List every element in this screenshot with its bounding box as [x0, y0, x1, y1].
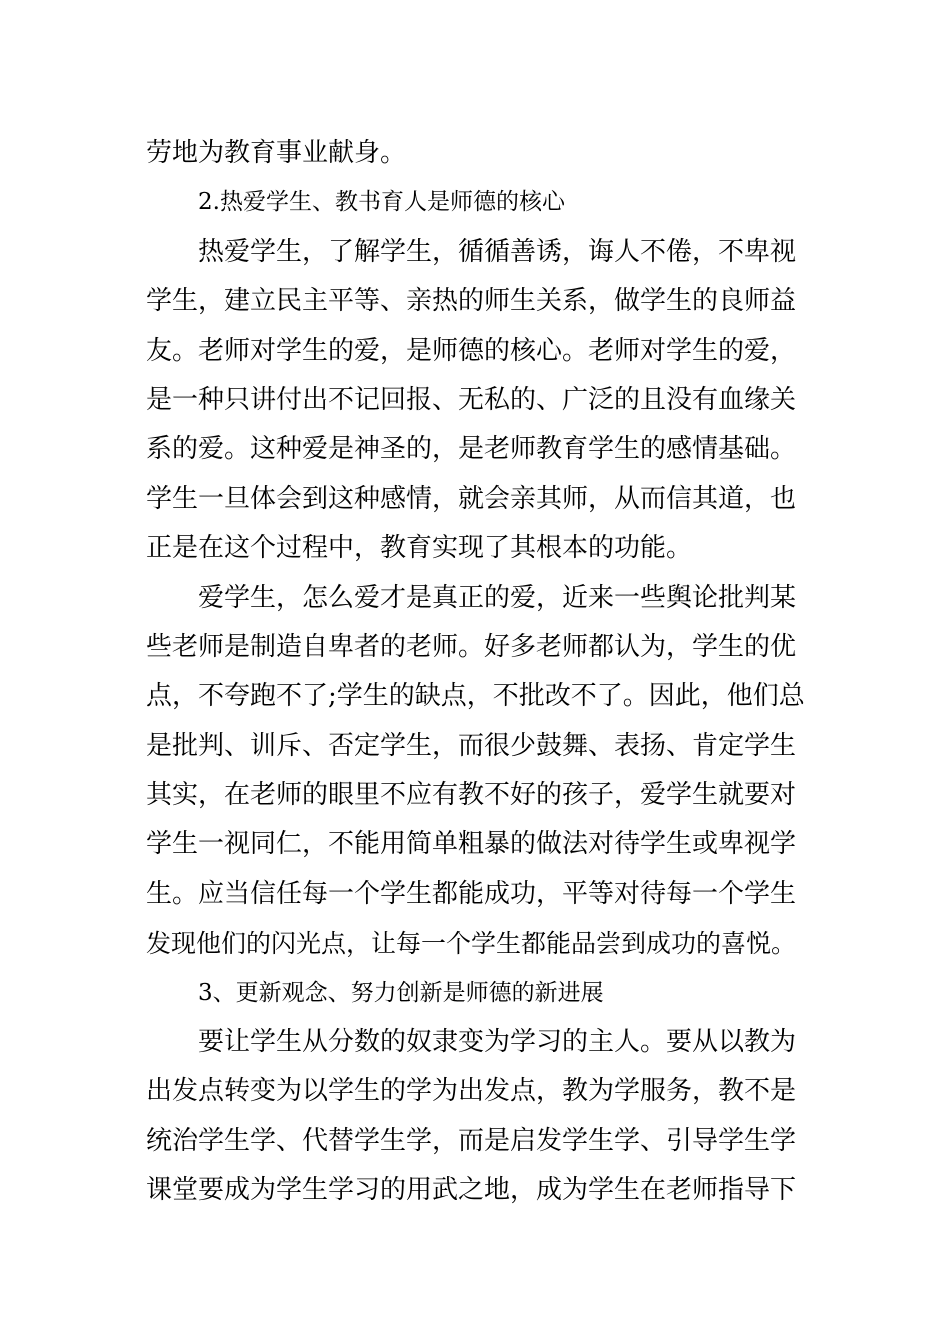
paragraph-line: 正是在这个过程中，教育实现了其根本的功能。	[146, 533, 693, 564]
paragraph-line: 统治学生学、代替学生学，而是启发学生学、引导学生学	[146, 1125, 797, 1156]
section-heading: 2.热爱学生、教书育人是师德的核心	[198, 189, 565, 216]
paragraph-line: 点，不夸跑不了;学生的缺点，不批改不了。因此，他们总	[146, 681, 805, 712]
paragraph-line: 是批判、训斥、否定学生，而很少鼓舞、表扬、肯定学生	[146, 730, 797, 761]
paragraph-line: 热爱学生，了解学生，循循善诱，诲人不倦，不卑视	[198, 236, 797, 267]
document-body	[146, 129, 806, 1216]
paragraph-line: 学生一旦体会到这种感情，就会亲其师，从而信其道，也	[146, 483, 797, 514]
paragraph-line: 爱学生，怎么爱才是真正的爱，近来一些舆论批判某	[198, 582, 797, 613]
paragraph-line: 发现他们的闪光点，让每一个学生都能品尝到成功的喜悦。	[146, 929, 797, 959]
paragraph-line: 些老师是制造自卑者的老师。好多老师都认为，学生的优	[146, 631, 797, 662]
paragraph-line: 要让学生从分数的奴隶变为学习的主人。要从以教为	[198, 1027, 797, 1058]
paragraph-line: 其实，在老师的眼里不应有教不好的孩子，爱学生就要对	[146, 780, 797, 811]
paragraph-line: 出发点转变为以学生的学为出发点，教为学服务，教不是	[146, 1076, 797, 1107]
section-heading: 3、更新观念、努力创新是师德的新进展	[198, 979, 604, 1006]
paragraph-line: 是一种只讲付出不记回报、无私的、广泛的且没有血缘关	[146, 384, 797, 415]
paragraph-line: 课堂要成为学生学习的用武之地，成为学生在老师指导下	[146, 1175, 797, 1206]
paragraph-line: 生。应当信任每一个学生都能成功，平等对待每一个学生	[146, 878, 797, 909]
paragraph-line: 学生一视同仁，不能用简单粗暴的做法对待学生或卑视学	[146, 829, 797, 860]
paragraph-line: 友。老师对学生的爱，是师德的核心。老师对学生的爱，	[146, 335, 797, 366]
paragraph-line: 系的爱。这种爱是神圣的，是老师教育学生的感情基础。	[146, 434, 797, 465]
paragraph-line: 劳地为教育事业献身。	[146, 138, 407, 168]
paragraph-line: 学生，建立民主平等、亲热的师生关系，做学生的良师益	[146, 286, 797, 317]
